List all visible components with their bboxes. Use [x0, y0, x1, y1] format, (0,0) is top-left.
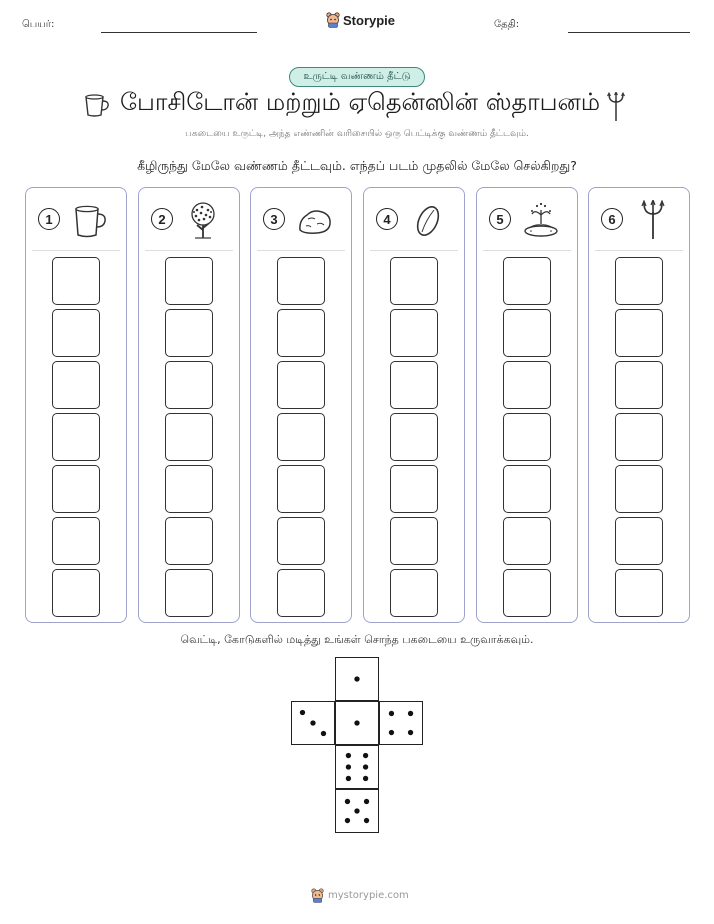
column-divider — [32, 250, 120, 251]
date-label: தேதி: — [494, 19, 520, 30]
color-box[interactable] — [615, 361, 663, 409]
color-box[interactable] — [277, 465, 325, 513]
column-divider — [483, 250, 571, 251]
color-box[interactable] — [615, 569, 663, 617]
color-box[interactable] — [52, 309, 100, 357]
color-box[interactable] — [165, 361, 213, 409]
color-box[interactable] — [615, 257, 663, 305]
color-box[interactable] — [52, 361, 100, 409]
storypie-mascot-icon — [311, 888, 324, 903]
color-box[interactable] — [52, 517, 100, 565]
color-box[interactable] — [277, 569, 325, 617]
color-box[interactable] — [503, 517, 551, 565]
column-divider — [257, 250, 345, 251]
color-box[interactable] — [277, 517, 325, 565]
column-2 — [138, 187, 240, 623]
column-1 — [25, 187, 127, 623]
color-box[interactable] — [277, 413, 325, 461]
color-box[interactable] — [390, 361, 438, 409]
color-box[interactable] — [165, 309, 213, 357]
storypie-mascot-icon — [326, 12, 340, 28]
color-box[interactable] — [503, 413, 551, 461]
color-box[interactable] — [52, 465, 100, 513]
color-box[interactable] — [277, 257, 325, 305]
column-divider — [595, 250, 683, 251]
color-box[interactable] — [503, 465, 551, 513]
dice-face — [335, 701, 379, 745]
dice-face — [291, 701, 335, 745]
brand-name: Storypie — [343, 12, 396, 28]
dice-face — [335, 657, 379, 701]
footer — [311, 888, 409, 903]
color-box[interactable] — [52, 257, 100, 305]
color-box[interactable] — [615, 413, 663, 461]
color-box[interactable] — [165, 569, 213, 617]
color-box[interactable] — [615, 465, 663, 513]
column-number: 4 — [376, 208, 398, 230]
cup-icon — [83, 92, 111, 118]
color-box[interactable] — [503, 309, 551, 357]
color-box[interactable] — [390, 257, 438, 305]
color-box[interactable] — [390, 413, 438, 461]
brand-logo — [326, 12, 395, 28]
column-number: 5 — [489, 208, 511, 230]
color-box[interactable] — [277, 309, 325, 357]
trident-icon — [606, 92, 626, 122]
color-box[interactable] — [52, 413, 100, 461]
color-box[interactable] — [165, 517, 213, 565]
color-box[interactable] — [390, 309, 438, 357]
question: கீழிருந்து மேலே வண்ணம் தீட்டவும். எந்தப் படம் முதலில் மேலே செல்கிறது? — [137, 158, 577, 173]
color-box[interactable] — [52, 569, 100, 617]
column-number: 3 — [263, 208, 285, 230]
column-number: 1 — [38, 208, 60, 230]
color-box[interactable] — [165, 413, 213, 461]
dice-face — [379, 701, 423, 745]
color-box[interactable] — [165, 257, 213, 305]
dice-face — [335, 745, 379, 789]
dice-face — [335, 789, 379, 833]
cup-icon — [70, 200, 110, 244]
color-box[interactable] — [390, 465, 438, 513]
trident-icon — [633, 200, 673, 244]
olive-icon — [408, 200, 448, 244]
color-box[interactable] — [390, 569, 438, 617]
footer-url: mystorypie.com — [328, 890, 409, 901]
name-label: பெயர்: — [22, 19, 55, 30]
color-box[interactable] — [503, 361, 551, 409]
column-divider — [370, 250, 458, 251]
column-number: 6 — [601, 208, 623, 230]
date-line — [568, 32, 690, 33]
color-box[interactable] — [503, 257, 551, 305]
rock-icon — [295, 200, 335, 244]
color-box[interactable] — [277, 361, 325, 409]
color-box[interactable] — [165, 465, 213, 513]
subtitle: பகடையை உருட்டி, அந்த எண்ணின் வரிசையில் ஒரு பெட்டிக்கு வண்ணம் தீட்டவும். — [185, 129, 529, 139]
color-box[interactable] — [390, 517, 438, 565]
column-5 — [476, 187, 578, 623]
column-divider — [145, 250, 233, 251]
page-title: போசிடோன் மற்றும் ஏதென்ஸின் ஸ்தாபனம் — [120, 88, 601, 116]
name-line — [101, 32, 257, 33]
color-box[interactable] — [503, 569, 551, 617]
activity-badge: உருட்டி வண்ணம் தீட்டு — [289, 67, 425, 87]
olive-tree-icon — [183, 200, 223, 244]
column-6 — [588, 187, 690, 623]
color-box[interactable] — [615, 309, 663, 357]
spring-icon — [521, 200, 561, 244]
cut-instruction: வெட்டி, கோடுகளில் மடித்து உங்கள் சொந்த பகடையை உருவாக்கவும். — [180, 633, 534, 646]
column-number: 2 — [151, 208, 173, 230]
column-3 — [250, 187, 352, 623]
column-4 — [363, 187, 465, 623]
color-box[interactable] — [615, 517, 663, 565]
